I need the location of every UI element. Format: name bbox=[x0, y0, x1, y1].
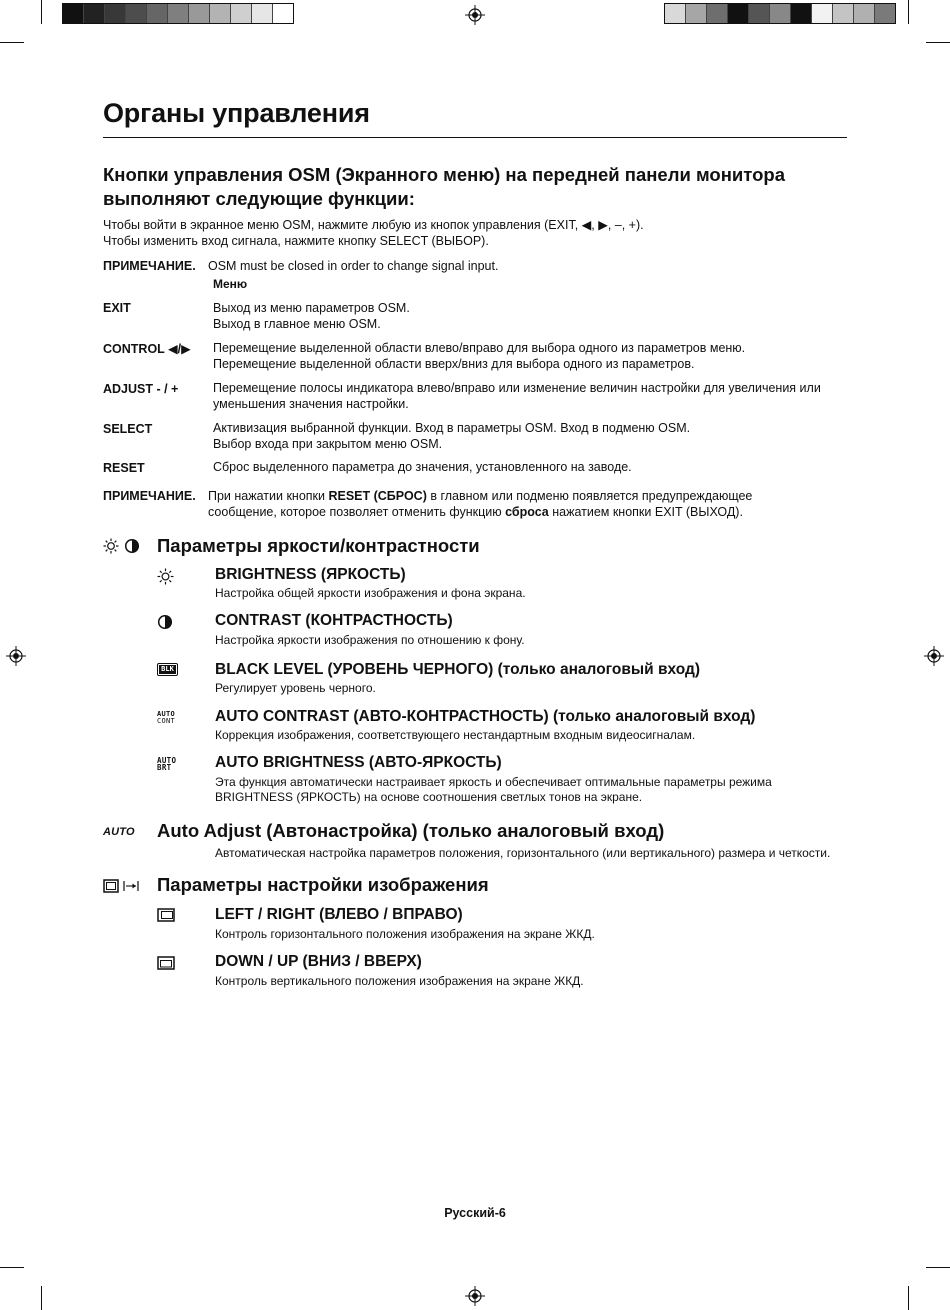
item-desc-down-up: Контроль вертикального положения изображения на экране ЖКД. bbox=[215, 974, 584, 988]
crop-mark bbox=[0, 1267, 24, 1268]
item-title-auto-brightness: AUTO BRIGHTNESS (АВТО-ЯРКОСТЬ) bbox=[215, 754, 502, 771]
item-desc-auto-contrast: Коррекция изображения, соответствующего нестандартным входным видеосигналам. bbox=[215, 728, 696, 742]
intro-line-2: Чтобы изменить вход сигнала, нажмите кнопку SELECT (ВЫБОР). bbox=[103, 234, 489, 248]
crop-mark bbox=[41, 1286, 42, 1310]
brightness-contrast-icon bbox=[103, 538, 141, 554]
title-divider bbox=[103, 137, 847, 138]
crop-mark bbox=[926, 42, 950, 43]
section-title-image-settings: Параметры настройки изображения bbox=[157, 874, 489, 895]
item-title-left-right: LEFT / RIGHT (ВЛЕВО / ВПРАВО) bbox=[215, 906, 463, 923]
crop-mark bbox=[908, 1286, 909, 1310]
brightness-icon bbox=[157, 568, 174, 585]
down-up-position-icon bbox=[157, 956, 175, 970]
control-label-reset: RESET bbox=[103, 461, 145, 475]
control-label-select: SELECT bbox=[103, 422, 153, 436]
auto-adjust-icon: AUTO bbox=[103, 826, 135, 838]
registration-mark-icon bbox=[465, 1286, 485, 1306]
control-desc-reset: Сброс выделенного параметра до значения, установленного на заводе. bbox=[213, 460, 632, 474]
control-label-control: CONTROL ◀/▶ bbox=[103, 342, 191, 356]
page-footer: Русский-6 bbox=[444, 1206, 506, 1220]
control-desc-select: Активизация выбранной функции. Вход в параметры OSM. Вход в подменю OSM. Выбор входа при закрытом меню OSM. bbox=[213, 421, 691, 451]
control-desc-control: Перемещение выделенной области влево/вправо для выбора одного из параметров меню. Перемещение выделенной области вверх/вниз для выбора одного из параметров. bbox=[213, 341, 746, 371]
page-title: Органы управления bbox=[103, 98, 370, 128]
black-level-icon: BLK bbox=[157, 663, 178, 676]
registration-mark-icon bbox=[6, 646, 26, 666]
registration-mark-icon bbox=[465, 5, 485, 25]
note-label: ПРИМЕЧАНИЕ. bbox=[103, 259, 196, 273]
item-desc-auto-brightness-1: Эта функция автоматически настраивает яркость и обеспечивает оптимальные параметры режима bbox=[215, 775, 772, 789]
registration-mark-icon bbox=[924, 646, 944, 666]
grayscale-bar-left bbox=[62, 3, 294, 24]
section-desc-auto-adjust: Автоматическая настройка параметров положения, горизонтального (или вертикального) размера и четкости. bbox=[215, 846, 831, 860]
grayscale-bar-right bbox=[664, 3, 896, 24]
item-title-brightness: BRIGHTNESS (ЯРКОСТЬ) bbox=[215, 566, 406, 583]
menu-header: Меню bbox=[213, 277, 248, 291]
item-desc-contrast: Настройка яркости изображения по отношению к фону. bbox=[215, 633, 525, 647]
crop-mark bbox=[908, 0, 909, 24]
item-desc-left-right: Контроль горизонтального положения изображения на экране ЖКД. bbox=[215, 927, 595, 941]
item-desc-black-level: Регулирует уровень черного. bbox=[215, 681, 376, 695]
crop-mark bbox=[926, 1267, 950, 1268]
intro-line-1: Чтобы войти в экранное меню OSM, нажмите любую из кнопок управления (EXIT, ◀, ▶, –, +). bbox=[103, 218, 644, 232]
image-position-icon bbox=[103, 879, 143, 893]
auto-contrast-icon: AUTO CONT bbox=[157, 710, 176, 725]
page-subtitle: Кнопки управления OSM (Экранного меню) на передней панели монитора выполняют следующие функции: bbox=[103, 164, 785, 209]
contrast-icon bbox=[157, 614, 173, 630]
crop-mark bbox=[41, 0, 42, 24]
crop-mark bbox=[0, 42, 24, 43]
item-title-down-up: DOWN / UP (ВНИЗ / ВВЕРХ) bbox=[215, 953, 422, 970]
note2-line-2: сообщение, которое позволяет отменить функцию сброса нажатием кнопки EXIT (ВЫХОД). bbox=[208, 505, 743, 519]
note2-line-1: При нажатии кнопки RESET (СБРОС) в главном или подменю появляется предупреждающее bbox=[208, 489, 753, 503]
left-right-position-icon bbox=[157, 908, 175, 922]
control-desc-exit: Выход из меню параметров OSM. Выход в главное меню OSM. bbox=[213, 301, 410, 331]
control-desc-adjust: Перемещение полосы индикатора влево/вправо или изменение величин настройки для увеличения или уменьшения значения настройки. bbox=[213, 381, 821, 411]
item-desc-brightness: Настройка общей яркости изображения и фона экрана. bbox=[215, 586, 526, 600]
item-title-auto-contrast: AUTO CONTRAST (АВТО-КОНТРАСТНОСТЬ) (только аналоговый вход) bbox=[215, 708, 756, 725]
item-title-black-level: BLACK LEVEL (УРОВЕНЬ ЧЕРНОГО) (только аналоговый вход) bbox=[215, 661, 701, 678]
note-text: OSM must be closed in order to change signal input. bbox=[208, 259, 499, 273]
item-title-contrast: CONTRAST (КОНТРАСТНОСТЬ) bbox=[215, 612, 453, 629]
section-title-auto-adjust: Auto Adjust (Автонастройка) (только аналоговый вход) bbox=[157, 820, 665, 841]
item-desc-auto-brightness-2: BRIGHTNESS (ЯРКОСТЬ) на основе соотношения светлых тонов на экране. bbox=[215, 790, 643, 804]
control-label-exit: EXIT bbox=[103, 301, 131, 315]
auto-brightness-icon: AUTO BRT bbox=[157, 756, 177, 772]
note-label: ПРИМЕЧАНИЕ. bbox=[103, 489, 196, 503]
control-label-adjust: ADJUST - / + bbox=[103, 382, 179, 396]
section-title-brightness-contrast: Параметры яркости/контрастности bbox=[157, 535, 480, 556]
